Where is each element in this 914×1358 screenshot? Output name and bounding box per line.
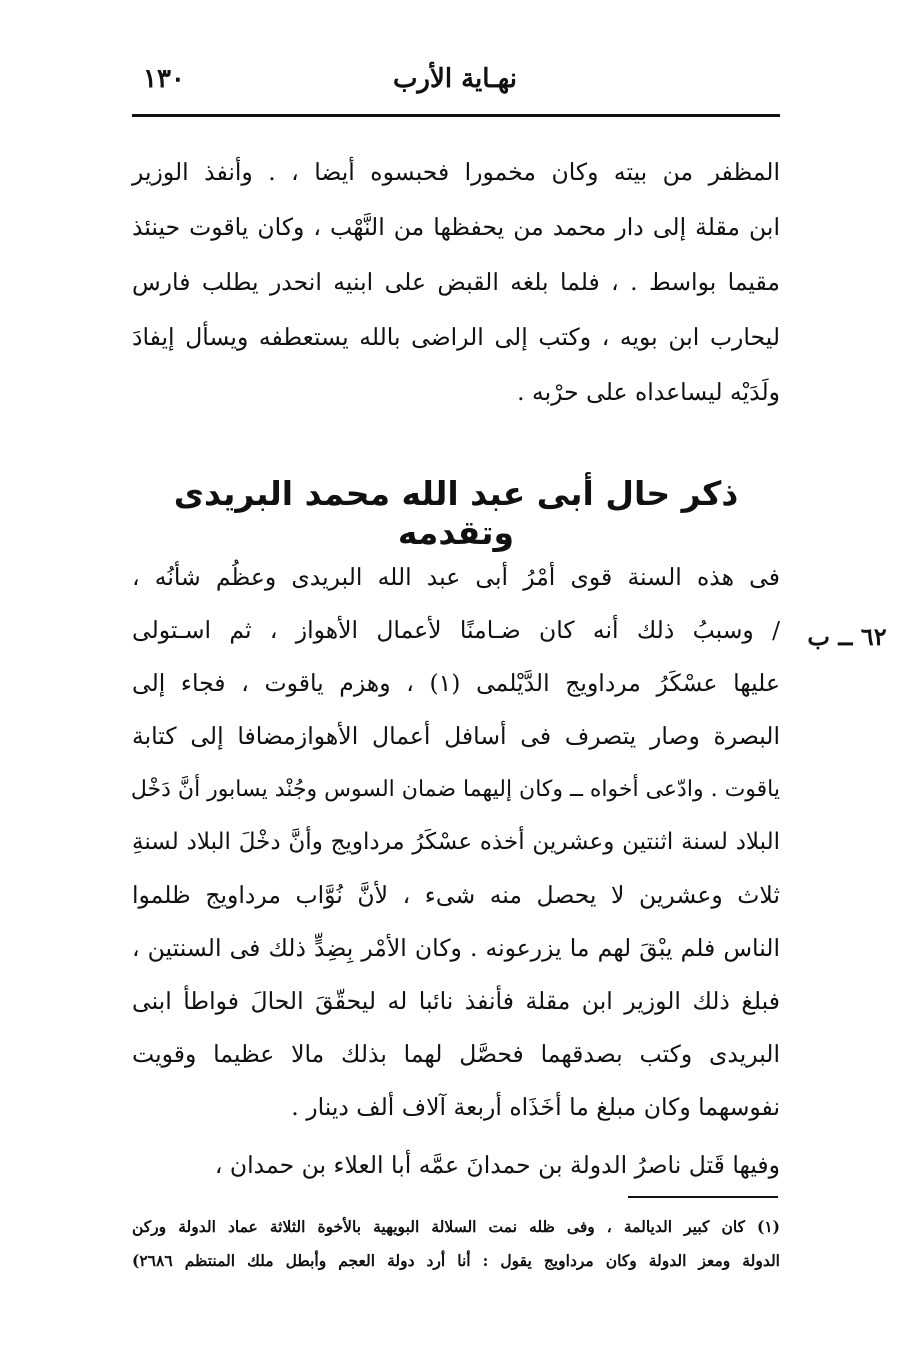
footnotes: [132, 1210, 780, 1278]
text-line: فى هذه السنة قوى أمْرُ أبى عبد الله البريدى وعظُم شأنُه ،: [132, 563, 780, 591]
running-header: [135, 60, 775, 104]
text-line: البصرة وصار يتصرف فى أسافل أعمال الأهوازمضافا إلى كتابة: [132, 722, 780, 750]
text-line: البلاد لسنة اثنتين وعشرين أخذه عسْكَرُ مرداويج وأنَّ دخْلَ البلاد لسنةِ: [132, 829, 780, 855]
text-line: مقيما بواسط . ، فلما بلغه القبض على ابنيه انحدر يطلب فارس: [132, 268, 780, 296]
text-line: ليحارب ابن بويه ، وكتب إلى الراضى بالله يستعطفه ويسأل إيفادَ: [132, 323, 780, 351]
text-line: نفوسهما وكان مبلغ ما أخَذَاه أربعة آلاف ألف دينار .: [291, 1093, 780, 1121]
header-rule: [132, 114, 780, 117]
text-line: وفيها قَتل ناصرُ الدولة بن حمدانَ عمَّه أبا العلاء بن حمدان ،: [214, 1151, 780, 1179]
text-line: ياقوت . وادّعى أخواه ــ وكان إليهما ضمان السوس وجُنْد يسابور أنَّ دَخْل: [130, 777, 780, 802]
text-line: ثلاث وعشرين لا يحصل منه شىء ، لأنَّ نُوَّاب مرداويج ظلموا: [132, 881, 780, 909]
paragraph-2: [132, 551, 780, 1134]
paragraph-3: [132, 1138, 780, 1193]
text-line: الناس فلم يبْقَ لهم ما يزرعونه . وكان الأمْر بِضِدٍّ ذلك فى السنتين ،: [132, 934, 780, 962]
text-line: المظفر من بيته وكان مخمورا فحبسوه أيضا ، . وأنفذ الوزير: [132, 158, 780, 186]
margin-note: ٦٢ ــ ب: [807, 622, 887, 651]
text-line: البريدى وكتب بصدقهما فحصَّل لهما بذلك مالا عظيما وقويت: [132, 1040, 780, 1068]
book-title: نهـاية الأرب: [392, 64, 518, 94]
section-heading: ذكر حال أبى عبد الله محمد البريدى وتقدمه: [173, 474, 739, 552]
text-line: فبلغ ذلك الوزير ابن مقلة فأنفذ نائبا له ليحقّقَ الحالَ فواطأ ابنى: [132, 987, 780, 1015]
text-line: عليها عسْكَرُ مرداويج الدَّيْلمى (١) ، وهزم ياقوت ، فجاء إلى: [132, 669, 780, 697]
text-line: / وسببُ ذلك أنه كان ضـامنًا لأعمال الأهواز ، ثم اسـتولى: [132, 616, 780, 644]
paragraph-1: [132, 145, 780, 420]
footnote-line: (١) كان كبير الديالمة ، وفى ظله نمت السلالة البويهية بالأخوة الثلاثة عماد الدولة وركن: [132, 1217, 780, 1236]
page-number: ١٣٠: [143, 64, 185, 94]
text-line: ولَدَيْه ليساعداه على حرْبه .: [517, 378, 780, 406]
text-line: ابن مقلة إلى دار محمد من يحفظها من النَّهْب ، وكان ياقوت حينئذ: [132, 213, 780, 241]
footnote-rule: [628, 1196, 778, 1198]
footnote-line: الدولة ومعز الدولة وكان مرداويج يقول : أنا أرد دولة العجم وأبطل ملك المنتظم ٢٦٨٦): [132, 1251, 780, 1270]
